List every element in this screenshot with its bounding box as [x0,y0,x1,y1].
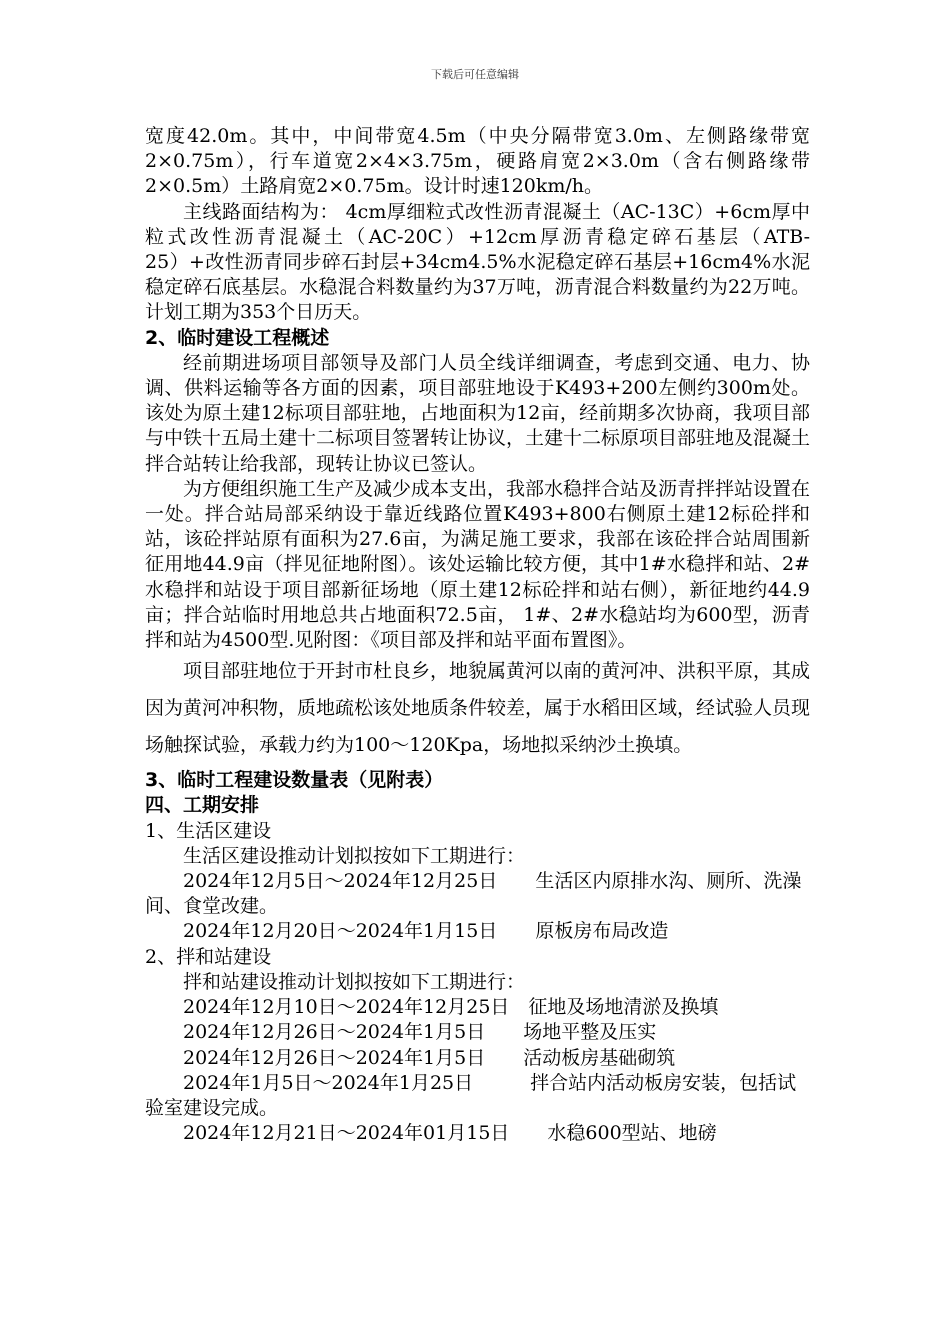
heading-schedule: 四、工期安排 [145,794,260,817]
mixing-station-intro: 拌和站建设推动计划拟按如下工期进行： [183,970,526,993]
mixing-station-item-4: 2024年1月5日～2024年1月25日 拌合站内活动板房安装，包括试验室建设完成。 [145,1071,797,1119]
heading-temporary-construction: 2、临时建设工程概述 [145,326,330,349]
mixing-station-item-3: 2024年12月26日～2024年1月5日 活动板房基础砌筑 [183,1046,676,1069]
heading-quantity-table: 3、临时工程建设数量表（见附表） [145,769,444,792]
paragraph-project-site: 经前期进场项目部领导及部门人员全线详细调查，考虑到交通、电力、协调、供料运输等各方面的因素，项目部驻地设于K493+200左侧约300m处。该处为原土建12标项目部驻地，占地面积为12亩，经前期多次协商，我项目部与中铁十五局土建十二标项目签署转让协议，土建十二标原项目部驻地及混凝土拌合站转让给我部，现转让协议已签认。 [145,351,811,475]
mixing-station-item-1: 2024年12月10日～2024年12月25日 征地及场地清淤及换填 [183,996,719,1019]
living-area-intro: 生活区建设推动计划拟按如下工期进行： [183,844,526,867]
living-area-item-2: 2024年12月20日～2024年1月15日 原板房布局改造 [183,920,669,943]
paragraph-geology: 项目部驻地位于开封市杜良乡，地貌属黄河以南的黄河冲、洪积平原，其成因为黄河冲积物，质地疏松该处地质条件较差，属于水稻田区域，经试验人员现场触探试验，承载力约为100～120Kpa，场地拟采纳沙土换填。 [145,660,811,757]
mixing-station-item-2: 2024年12月26日～2024年1月5日 场地平整及压实 [183,1021,657,1044]
page-header: 下载后可任意编辑 [431,68,519,81]
subheading-living-area: 1、生活区建设 [145,819,272,842]
paragraph-road-width: 宽度42.0m。其中，中间带宽4.5m（中央分隔带宽3.0m、左侧路缘带宽2×0.75m），行车道宽2×4×3.75m，硬路肩宽2×3.0m（含右侧路缘带2×0.5m）土路肩宽2×0.75m。设计时速120km/h。 [145,125,810,198]
document-body [145,124,810,1146]
subheading-mixing-station: 2、拌和站建设 [145,945,272,968]
paragraph-pavement-structure: 主线路面结构为： 4cm厚细粒式改性沥青混凝土（AC-13C）+6cm厚中粒式改性沥青混凝土（AC-20C）+12cm厚沥青稳定碎石基层（ATB-25）+改性沥青同步碎石封层+34cm4.5%水泥稳定碎石基层+16cm4%水泥稳定碎石底基层。水稳混合料数量约为37万吨，沥青混合料数量约为22万吨。计划工期为353个日历天。 [145,200,810,324]
mixing-station-item-5: 2024年12月21日～2024年01月15日 水稳600型站、地磅 [183,1122,717,1145]
paragraph-mixing-station: 为方便组织施工生产及减少成本支出，我部水稳拌合站及沥青拌拌站设置在一处。拌合站局部采纳设于靠近线路位置K493+800右侧原土建12标砼拌和站，该砼拌站原有面积为27.6亩，为满足施工要求，我部在该砼拌合站周围新征用地44.9亩（拌见征地附图）。该处运输比较方便，其中1#水稳拌和站、2#水稳拌和站设于项目部新征场地（原土建12标砼拌和站右侧），新征地约44.9亩；拌合站临时用地总共占地面积72.5亩， 1#、2#水稳站均为600型，沥青拌和站为4500型.见附图：《项目部及拌和站平面布置图》。 [145,477,811,652]
living-area-item-1: 2024年12月5日～2024年12月25日 生活区内原排水沟、厕所、洗澡间、食堂改建。 [145,870,802,918]
